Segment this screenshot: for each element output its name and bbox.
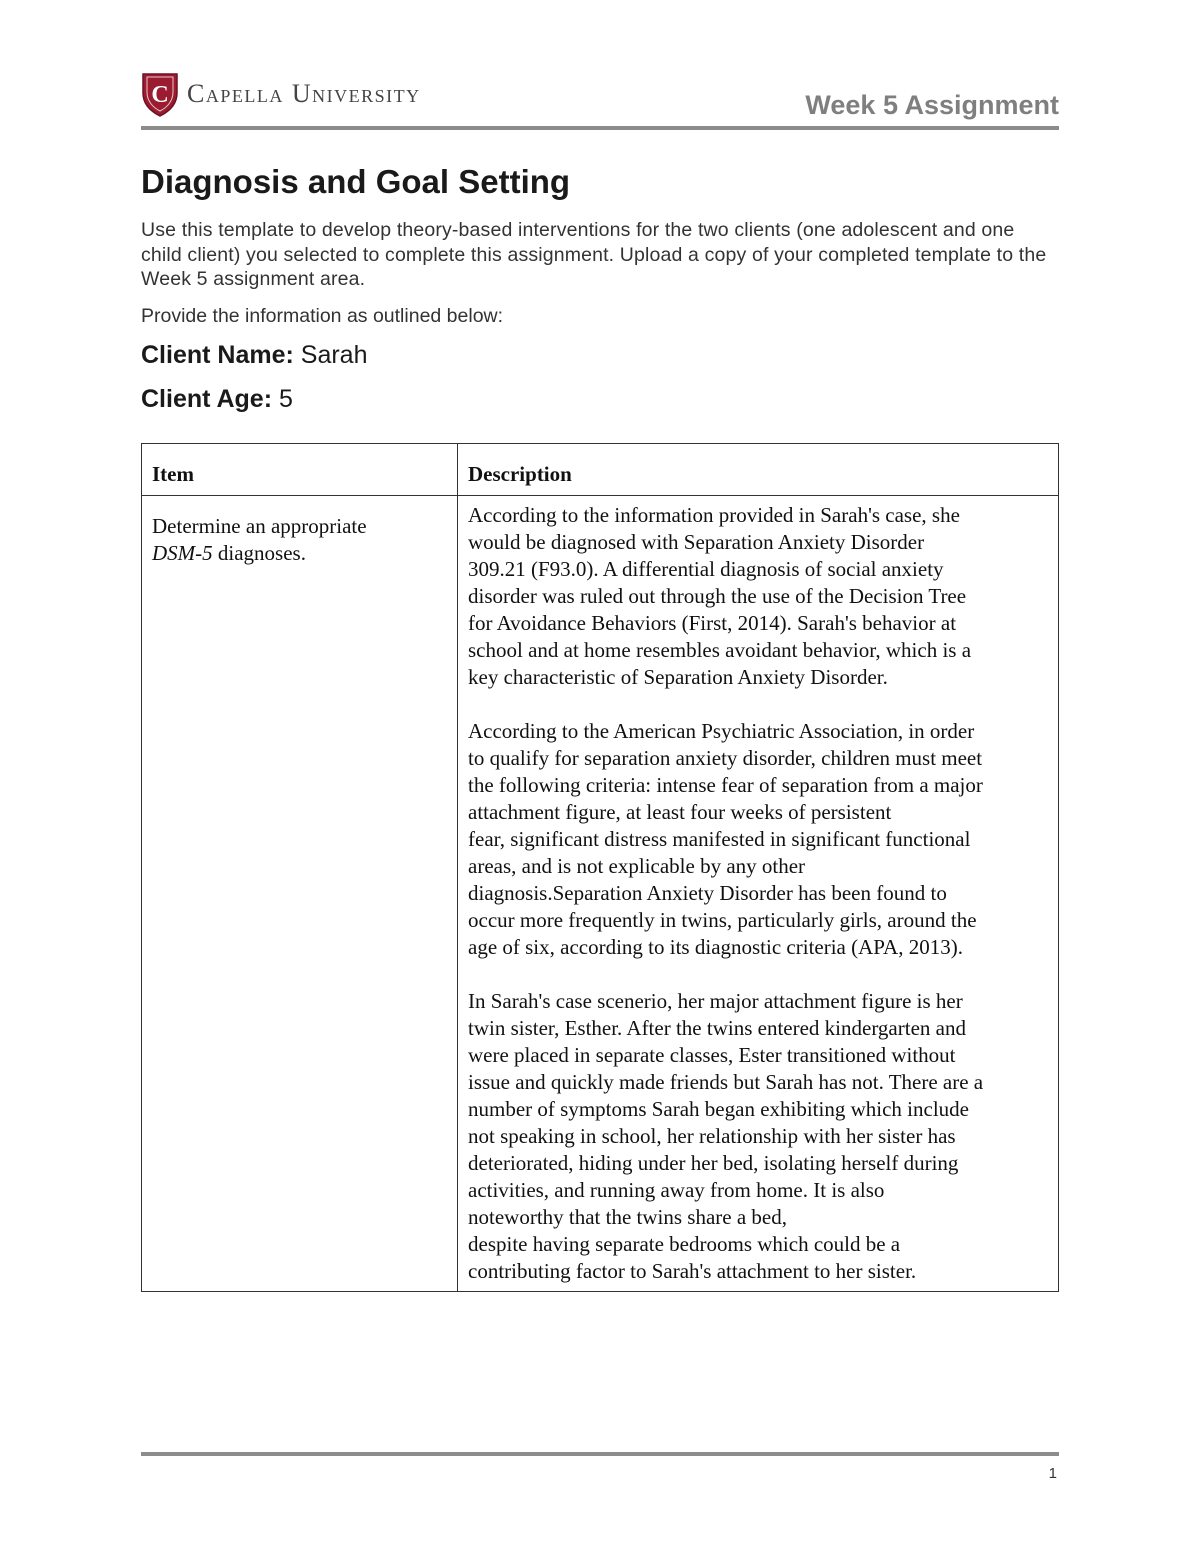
description-line: 309.21 (F93.0). A differential diagnosis of social anxiety [468,557,944,581]
intro-paragraph: Use this template to develop theory-based interventions for the two clients (one adolescent and one child client) you selected to complete this assignment. Upload a copy of your completed template to the Week 5 assignment area. [141,219,1047,290]
capella-logo [141,70,421,118]
item-text-suffix: diagnoses. [217,541,306,565]
description-line: activities, and running away from home. It is also [468,1178,885,1202]
page-title: Diagnosis and Goal Setting [141,163,571,200]
page-number: 1 [1048,1465,1057,1482]
description-line: In Sarah's case scenerio, her major attachment figure is her [468,989,963,1013]
description-paragraph [468,718,1050,961]
description-line: to qualify for separation anxiety disorder, children must meet [468,746,983,770]
description-paragraph [468,502,1050,691]
header-item: Item [142,444,458,496]
client-name-label: Client Name: [141,341,294,369]
description-line: diagnosis.Separation Anxiety Disorder has been found to [468,881,947,905]
description-line: not speaking in school, her relationship with her sister has [468,1124,956,1148]
assignment-label: Week 5 Assignment [805,90,1059,120]
header-divider [141,126,1059,130]
description-line: fear, significant distress manifested in significant functional [468,827,971,851]
description-line: for Avoidance Behaviors (First, 2014). Sarah's behavior at [468,611,957,635]
client-name-line [141,341,367,370]
diagnosis-table [141,443,1059,1292]
item-text-prefix: Determine an appropriate [152,514,367,538]
client-age-line [141,385,293,414]
description-line: occur more frequently in twins, particularly girls, around the [468,908,977,932]
university-wordmark: Capella University [187,79,421,108]
shield-logo-icon [141,71,179,117]
description-line: despite having separate bedrooms which could be a [468,1232,901,1256]
page-header [141,70,1059,132]
header-description: Description [458,444,1059,496]
description-line: attachment figure, at least four weeks of persistent [468,800,892,824]
footer-divider [141,1452,1059,1456]
description-line: According to the information provided in Sarah's case, she [468,503,960,527]
description-line: were placed in separate classes, Ester transitioned without [468,1043,956,1067]
description-line: twin sister, Esther. After the twins entered kindergarten and [468,1016,966,1040]
description-line: contributing factor to Sarah's attachment to her sister. [468,1259,917,1283]
client-age-value: 5 [278,385,293,413]
description-line: the following criteria: intense fear of separation from a major [468,773,983,797]
description-line: areas, and is not explicable by any other [468,854,806,878]
description-line: deteriorated, hiding under her bed, isolating herself during [468,1151,959,1175]
description-line: According to the American Psychiatric Association, in order [468,719,975,743]
svg-text:C: C [151,82,169,108]
instruction-text: Provide the information as outlined below: [141,305,504,327]
table-header-row [142,444,1059,496]
table-row [142,496,1059,1292]
description-line: disorder was ruled out through the use of the Decision Tree [468,584,967,608]
client-name-value: Sarah [300,341,368,369]
description-line: key characteristic of Separation Anxiety Disorder. [468,665,888,689]
item-cell [142,496,458,1292]
description-line: number of symptoms Sarah began exhibiting which include [468,1097,969,1121]
description-line: noteworthy that the twins share a bed, [468,1205,787,1229]
description-line: issue and quickly made friends but Sarah has not. There are a [468,1070,984,1094]
item-text-italic: DSM-5 [152,541,213,565]
description-line: age of six, according to its diagnostic criteria (APA, 2013). [468,935,963,959]
description-cell [458,496,1059,1292]
client-age-label: Client Age: [141,385,273,413]
description-line: would be diagnosed with Separation Anxiety Disorder [468,530,925,554]
description-paragraph [468,988,1050,1285]
description-line: school and at home resembles avoidant behavior, which is a [468,638,972,662]
